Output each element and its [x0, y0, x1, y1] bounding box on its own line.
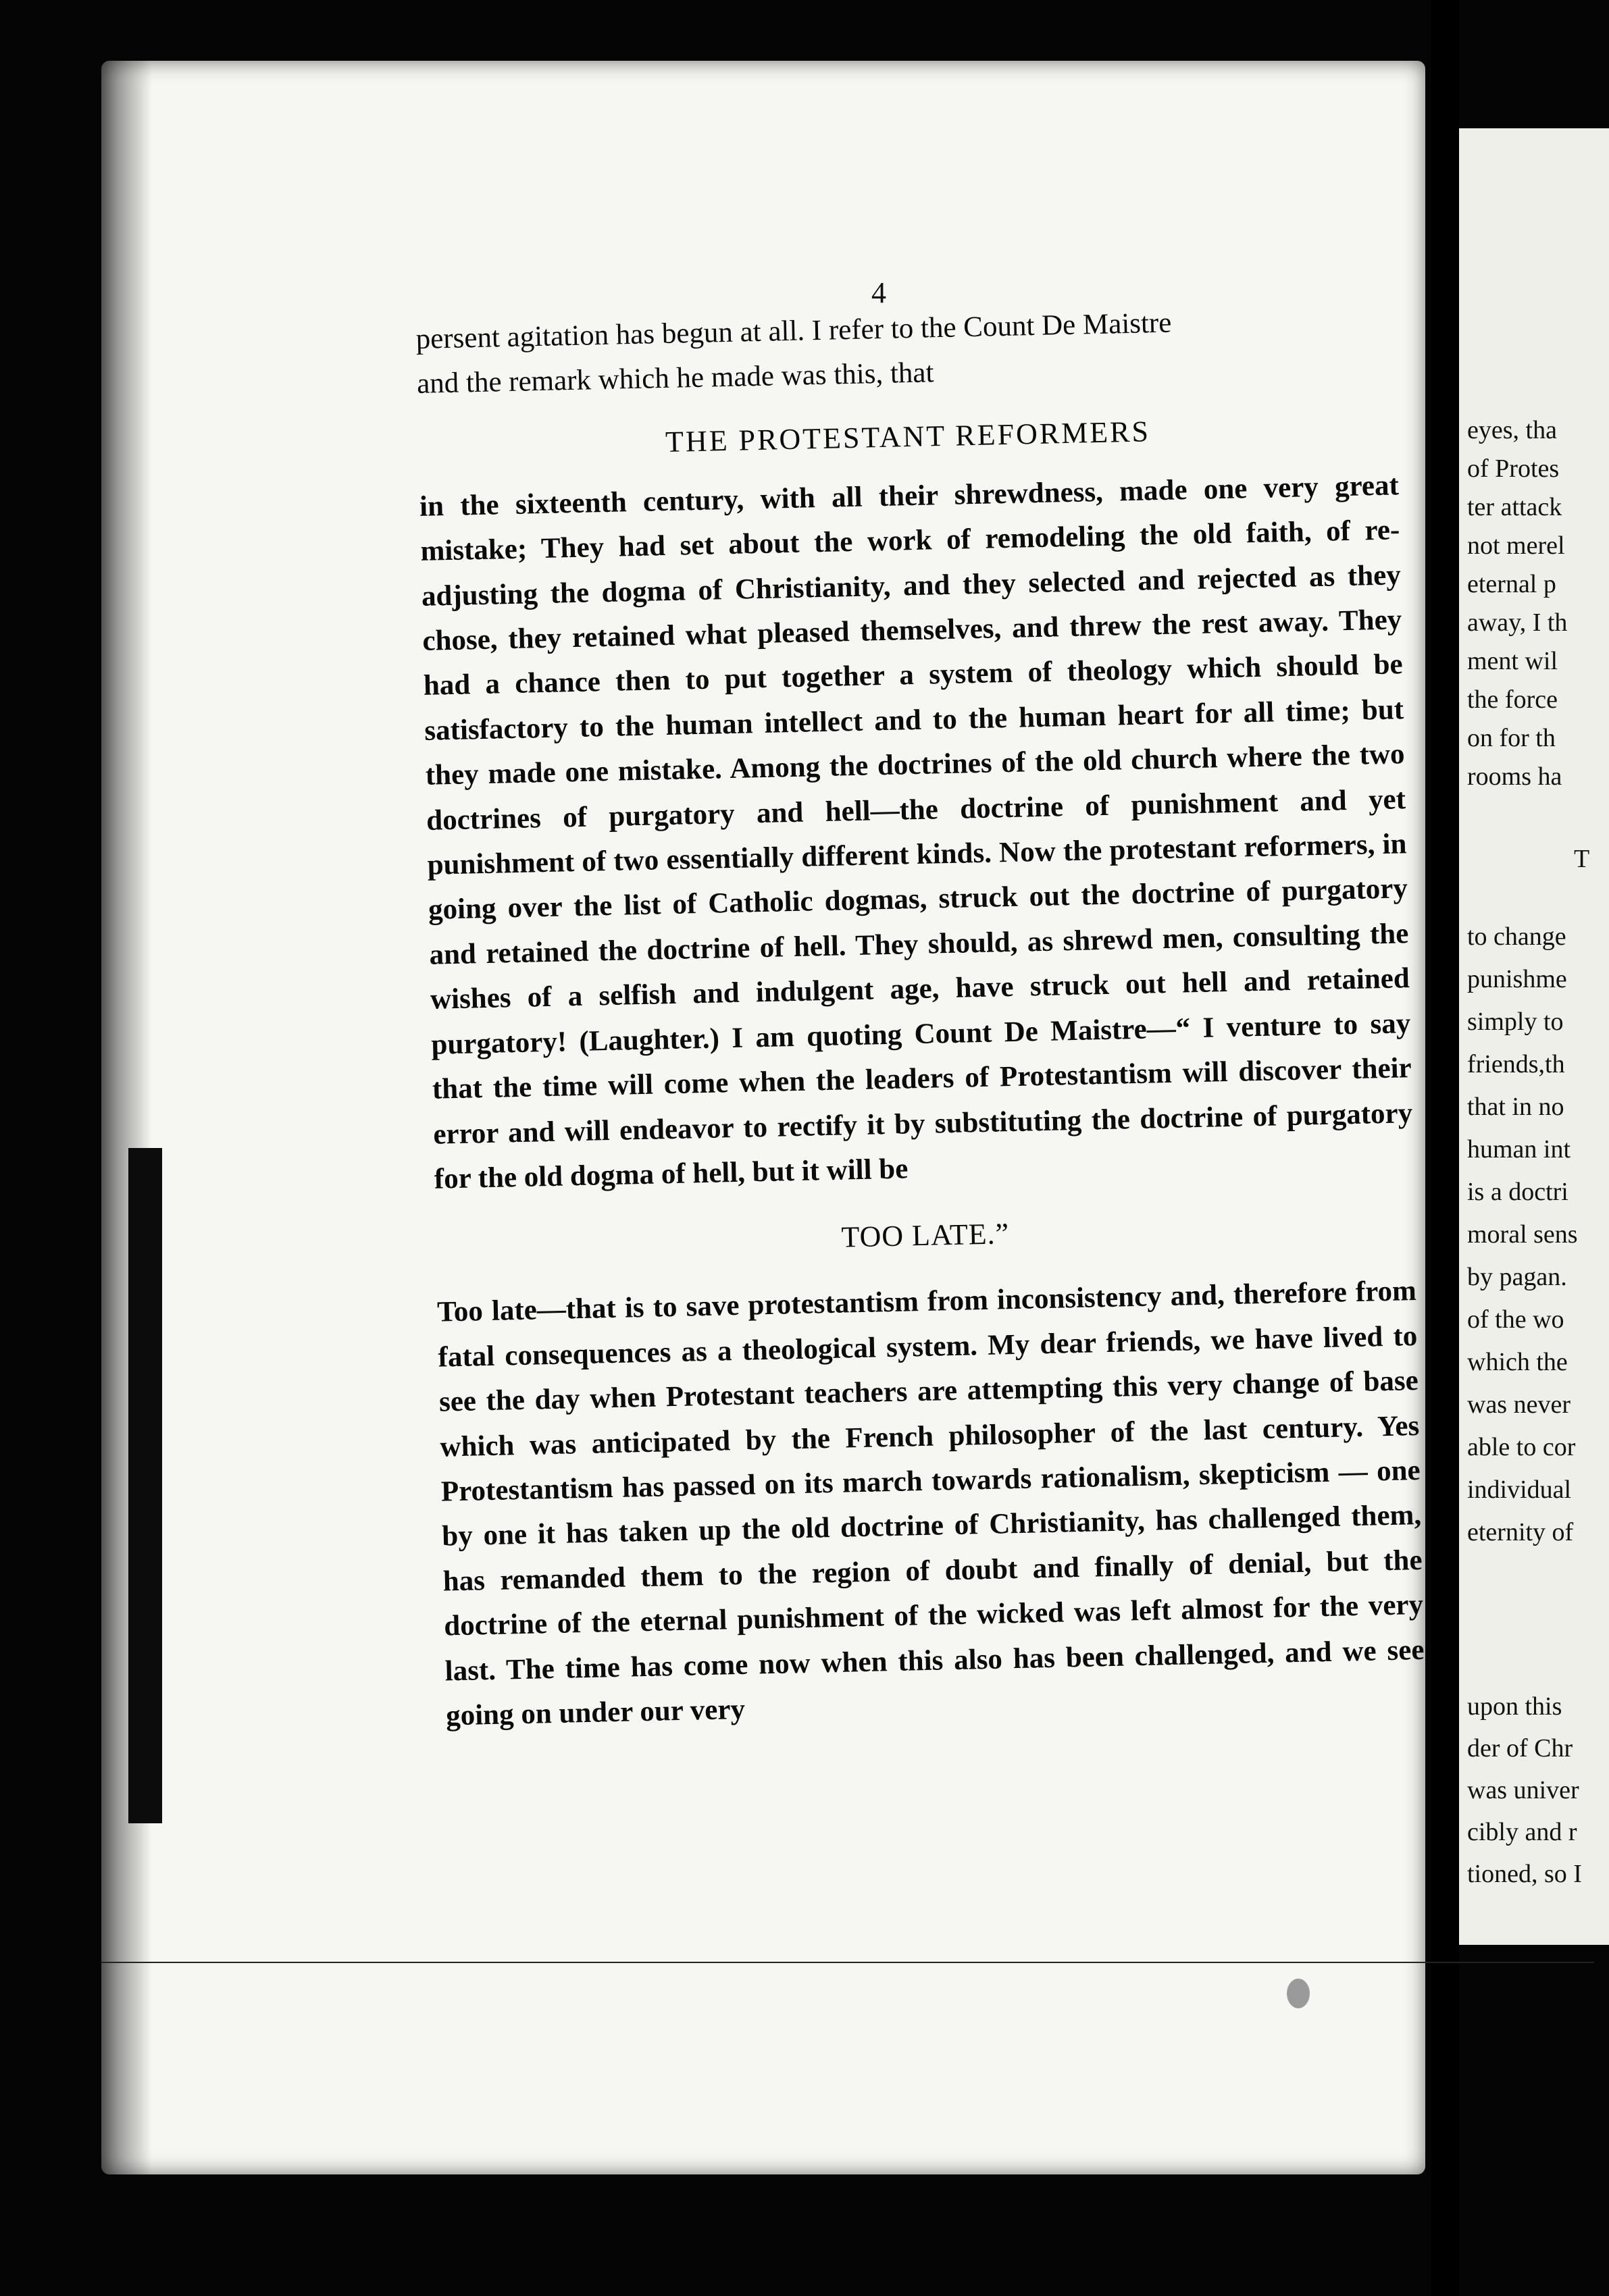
facing-page-line: rooms ha: [1467, 762, 1562, 791]
page-content: [415, 296, 1426, 1739]
facing-page-line: which the: [1467, 1348, 1568, 1376]
intro-line-2: and the remark which he made was this, that: [416, 357, 934, 400]
facing-page-line: ter attack: [1467, 493, 1562, 521]
book-gutter: [1431, 0, 1459, 2296]
page-number: 4: [871, 276, 886, 309]
facing-page-line: eternity of: [1467, 1518, 1574, 1546]
section-heading-too-late: TOO LATE.”: [840, 1217, 1010, 1254]
facing-page-line: friends,th: [1467, 1050, 1565, 1078]
facing-page-line: human int: [1467, 1135, 1571, 1164]
facing-page-line: eyes, tha: [1467, 416, 1557, 444]
section-heading-protestant-reformers: THE PROTESTANT REFORMERS: [665, 415, 1151, 459]
facing-page-line: moral sens: [1467, 1220, 1578, 1249]
facing-page: [1459, 128, 1609, 1945]
facing-page-line: of Protes: [1467, 454, 1560, 483]
facing-page-line: to change: [1467, 922, 1566, 951]
facing-page-line: cibly and r: [1467, 1818, 1577, 1846]
facing-page-line: upon this: [1467, 1692, 1562, 1721]
facing-page-line: individual: [1467, 1476, 1572, 1504]
facing-page-heading-fragment: T: [1574, 845, 1590, 873]
page-edge-shadow: [101, 61, 152, 2174]
facing-page-line: able to cor: [1467, 1433, 1576, 1461]
facing-page-line: punishme: [1467, 965, 1567, 993]
page-bottom-rule: [101, 1962, 1594, 1963]
facing-page-line: tioned, so I: [1467, 1860, 1582, 1888]
paragraph-2: Too late—that is to save protestantism from inconsistency and, therefore from fatal consequences as a theological system. My dear friends, we have lived to see the day when Protestant teachers are attempting this very change of base which was anticipated by the French philosopher of the last century. Yes Protestantism has passed on its march towards rationalism, skepticism — one by one it has taken up the old doctrine of Christianity, has challenged them, has remanded them to the region of doubt and finally of denial, but the doctrine of the eternal punishment of the wicked was left almost for the very last. The time has come now when this also has been challenged, and we see going on under our very: [436, 1275, 1425, 1732]
facing-page-line: the force: [1467, 685, 1558, 714]
ink-speck: [1287, 1979, 1310, 2008]
facing-page-line: on for th: [1467, 724, 1556, 752]
paragraph-1: in the sixteenth century, with all their shrewdness, made one very great mistake; They had set about the work of remodeling the old faith, of re-adjusting the dogma of Christianity, and they selected and rejected as they chose, they retained what pleased themselves, and threw the rest away. They had a chance then to put together a system of theology which should be satisfactory to the human intellect and to the human heart for all time; but they made one mistake. Among the doctrines of the old church where the two doctrines of purgatory and hell—the doctrine of punishment and yet punishment of two essentially different kinds. Now the protestant reformers, in going over the list of Catholic dogmas, struck out the doctrine of purgatory and retained the doctrine of hell. They should, as shrewd men, consulting the wishes of a selfish and indulgent age, have struck out hell and retained purgatory! (Laughter.) I am quoting Count De Maistre—“ I venture to say that the time will come when the leaders of Protestantism will discover their error and will endeavor to rectify it by substituting the doctrine of purgatory for the old dogma of hell, but it will be: [419, 469, 1413, 1195]
intro-line-1: persent agitation has begun at all. I refer to the Count De Maistre: [415, 307, 1172, 355]
facing-page-line: that in no: [1467, 1093, 1564, 1121]
facing-page-line: was univer: [1467, 1776, 1579, 1804]
facing-page-line: by pagan.: [1467, 1263, 1567, 1291]
facing-page-line: is a doctri: [1467, 1178, 1568, 1206]
facing-page-line: was never: [1467, 1390, 1570, 1419]
facing-page-line: ment wil: [1467, 647, 1558, 675]
facing-page-line: away, I th: [1467, 608, 1568, 637]
facing-page-line: not merel: [1467, 531, 1565, 560]
binding-strip: [128, 1148, 162, 1823]
facing-page-line: simply to: [1467, 1008, 1564, 1036]
facing-page-line: of the wo: [1467, 1305, 1564, 1334]
facing-page-line: eternal p: [1467, 570, 1556, 598]
facing-page-line: der of Chr: [1467, 1734, 1573, 1763]
